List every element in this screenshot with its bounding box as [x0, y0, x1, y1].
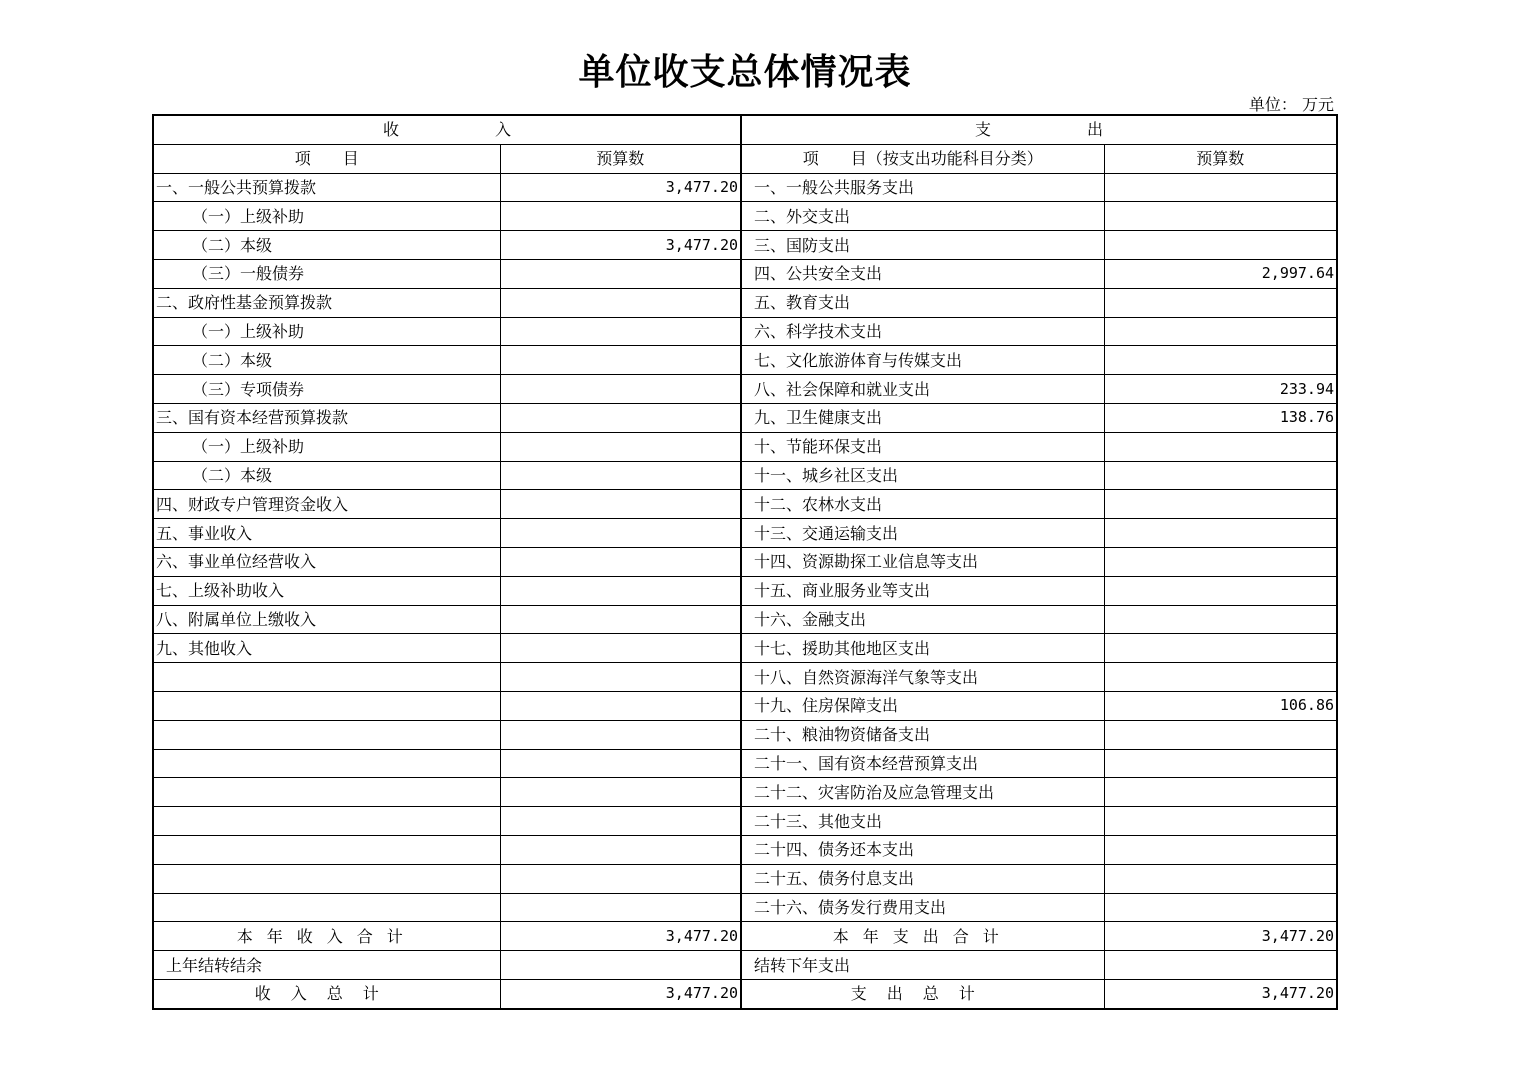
grand-income-total-value: 3,477.20 [500, 979, 741, 1008]
income-value-cell [500, 691, 741, 720]
expense-section-header: 支 出 [741, 115, 1337, 144]
page-title: 单位收支总体情况表 [578, 52, 912, 93]
income-item-cell [153, 691, 500, 720]
table-row [153, 288, 1337, 317]
table-row [153, 231, 1337, 260]
expense-item-cell: 二十二、灾害防治及应急管理支出 [741, 778, 1104, 807]
income-value-cell [500, 893, 741, 922]
expense-item-cell: 三、国防支出 [741, 231, 1104, 260]
expense-item-cell: 十三、交通运输支出 [741, 519, 1104, 548]
table-row [153, 375, 1337, 404]
expense-value-cell [1104, 547, 1337, 576]
table-row [153, 864, 1337, 893]
income-item-cell: （二）本级 [153, 346, 500, 375]
carryover-income-value [500, 951, 741, 980]
income-value-cell [500, 346, 741, 375]
table-row [153, 749, 1337, 778]
expense-item-cell: 十五、商业服务业等支出 [741, 576, 1104, 605]
income-item-cell: （一）上级补助 [153, 317, 500, 346]
income-value-cell [500, 720, 741, 749]
expense-item-cell: 十四、资源勘探工业信息等支出 [741, 547, 1104, 576]
income-item-cell: 二、政府性基金预算拨款 [153, 288, 500, 317]
income-item-cell [153, 893, 500, 922]
income-value-cell [500, 317, 741, 346]
carryover-row [153, 951, 1337, 980]
expense-value-cell [1104, 835, 1337, 864]
table-row [153, 547, 1337, 576]
income-value-cell [500, 259, 741, 288]
income-item-cell: （二）本级 [153, 461, 500, 490]
income-item-cell: 一、一般公共预算拨款 [153, 173, 500, 202]
budget-table [152, 114, 1338, 1010]
table-row [153, 807, 1337, 836]
table-row [153, 519, 1337, 548]
grand-total-row [153, 979, 1337, 1008]
income-section-header: 收 入 [153, 115, 741, 144]
income-value-cell [500, 432, 741, 461]
income-value-cell [500, 778, 741, 807]
income-value-cell [500, 749, 741, 778]
table-row [153, 720, 1337, 749]
income-value-cell [500, 835, 741, 864]
income-value-cell [500, 663, 741, 692]
income-item-cell: 五、事业收入 [153, 519, 500, 548]
expense-item-cell: 十二、农林水支出 [741, 490, 1104, 519]
expense-item-cell: 十八、自然资源海洋气象等支出 [741, 663, 1104, 692]
expense-item-cell: 五、教育支出 [741, 288, 1104, 317]
expense-item-cell: 十六、金融支出 [741, 605, 1104, 634]
income-item-cell [153, 864, 500, 893]
grand-expense-total-value: 3,477.20 [1104, 979, 1337, 1008]
income-value-cell [500, 634, 741, 663]
table-row [153, 259, 1337, 288]
income-value-cell [500, 403, 741, 432]
expense-item-cell: 四、公共安全支出 [741, 259, 1104, 288]
income-value-cell [500, 375, 741, 404]
year-expense-total-value: 3,477.20 [1104, 922, 1337, 951]
expense-value-cell [1104, 663, 1337, 692]
table-row [153, 576, 1337, 605]
expense-value-cell [1104, 576, 1337, 605]
income-value-cell [500, 490, 741, 519]
expense-value-cell [1104, 605, 1337, 634]
carryover-income-label: 上年结转结余 [153, 951, 500, 980]
table-row [153, 691, 1337, 720]
income-value-cell [500, 605, 741, 634]
income-item-cell: 六、事业单位经营收入 [153, 547, 500, 576]
income-value-cell [500, 547, 741, 576]
income-value-cell [500, 288, 741, 317]
expense-budget-header: 预算数 [1104, 144, 1337, 173]
section-header-row [153, 115, 1337, 144]
income-value-cell [500, 576, 741, 605]
expense-item-cell: 十一、城乡社区支出 [741, 461, 1104, 490]
expense-value-cell [1104, 490, 1337, 519]
income-value-cell [500, 202, 741, 231]
grand-expense-total-label: 支出总计 [741, 979, 1104, 1008]
income-item-cell: （一）上级补助 [153, 202, 500, 231]
income-item-cell: 八、附属单位上缴收入 [153, 605, 500, 634]
expense-value-cell [1104, 202, 1337, 231]
income-item-cell: （二）本级 [153, 231, 500, 260]
income-value-cell: 3,477.20 [500, 231, 741, 260]
expense-item-header: 项 目（按支出功能科目分类） [741, 144, 1104, 173]
table-row [153, 317, 1337, 346]
expense-value-cell [1104, 864, 1337, 893]
expense-value-cell [1104, 231, 1337, 260]
expense-value-cell [1104, 519, 1337, 548]
income-item-cell: 九、其他收入 [153, 634, 500, 663]
expense-item-cell: 二十三、其他支出 [741, 807, 1104, 836]
table-row [153, 663, 1337, 692]
grand-income-total-label: 收入总计 [153, 979, 500, 1008]
year-income-total-label: 本年收入合计 [153, 922, 500, 951]
expense-item-cell: 二、外交支出 [741, 202, 1104, 231]
income-budget-header: 预算数 [500, 144, 741, 173]
expense-value-cell [1104, 807, 1337, 836]
expense-value-cell [1104, 432, 1337, 461]
table-row [153, 461, 1337, 490]
income-item-cell: 七、上级补助收入 [153, 576, 500, 605]
income-value-cell [500, 807, 741, 836]
table-row [153, 778, 1337, 807]
expense-item-cell: 二十一、国有资本经营预算支出 [741, 749, 1104, 778]
income-value-cell [500, 461, 741, 490]
income-item-cell: （三）一般债券 [153, 259, 500, 288]
income-value-cell [500, 519, 741, 548]
expense-value-cell [1104, 778, 1337, 807]
expense-value-cell: 106.86 [1104, 691, 1337, 720]
table-row [153, 490, 1337, 519]
table-row [153, 634, 1337, 663]
income-item-cell [153, 749, 500, 778]
income-value-cell: 3,477.20 [500, 173, 741, 202]
income-item-cell [153, 663, 500, 692]
year-income-total-value: 3,477.20 [500, 922, 741, 951]
carryover-expense-label: 结转下年支出 [741, 951, 1104, 980]
income-item-cell: （一）上级补助 [153, 432, 500, 461]
expense-value-cell: 233.94 [1104, 375, 1337, 404]
year-total-row [153, 922, 1337, 951]
expense-item-cell: 十九、住房保障支出 [741, 691, 1104, 720]
expense-item-cell: 二十五、债务付息支出 [741, 864, 1104, 893]
expense-item-cell: 二十六、债务发行费用支出 [741, 893, 1104, 922]
table-row [153, 893, 1337, 922]
income-item-cell [153, 807, 500, 836]
income-item-cell: （三）专项债券 [153, 375, 500, 404]
expense-value-cell [1104, 288, 1337, 317]
year-expense-total-label: 本年支出合计 [741, 922, 1104, 951]
table-row [153, 403, 1337, 432]
expense-value-cell [1104, 893, 1337, 922]
expense-value-cell: 2,997.64 [1104, 259, 1337, 288]
expense-value-cell [1104, 720, 1337, 749]
income-item-cell [153, 835, 500, 864]
income-item-cell [153, 778, 500, 807]
expense-value-cell [1104, 461, 1337, 490]
income-item-header: 项 目 [153, 144, 500, 173]
income-item-cell [153, 720, 500, 749]
expense-value-cell [1104, 634, 1337, 663]
expense-item-cell: 二十四、债务还本支出 [741, 835, 1104, 864]
expense-value-cell [1104, 173, 1337, 202]
expense-item-cell: 七、文化旅游体育与传媒支出 [741, 346, 1104, 375]
table-row [153, 835, 1337, 864]
expense-item-cell: 九、卫生健康支出 [741, 403, 1104, 432]
table-row [153, 173, 1337, 202]
column-header-row [153, 144, 1337, 173]
expense-value-cell: 138.76 [1104, 403, 1337, 432]
table-row [153, 432, 1337, 461]
table-row [153, 605, 1337, 634]
unit-label: 单位： 万元 [1248, 95, 1334, 114]
income-item-cell: 四、财政专户管理资金收入 [153, 490, 500, 519]
expense-item-cell: 十七、援助其他地区支出 [741, 634, 1104, 663]
expense-value-cell [1104, 346, 1337, 375]
expense-item-cell: 一、一般公共服务支出 [741, 173, 1104, 202]
expense-item-cell: 六、科学技术支出 [741, 317, 1104, 346]
income-value-cell [500, 864, 741, 893]
expense-item-cell: 二十、粮油物资储备支出 [741, 720, 1104, 749]
expense-value-cell [1104, 317, 1337, 346]
table-row [153, 202, 1337, 231]
expense-item-cell: 八、社会保障和就业支出 [741, 375, 1104, 404]
carryover-expense-value [1104, 951, 1337, 980]
income-item-cell: 三、国有资本经营预算拨款 [153, 403, 500, 432]
expense-value-cell [1104, 749, 1337, 778]
expense-item-cell: 十、节能环保支出 [741, 432, 1104, 461]
table-row [153, 346, 1337, 375]
